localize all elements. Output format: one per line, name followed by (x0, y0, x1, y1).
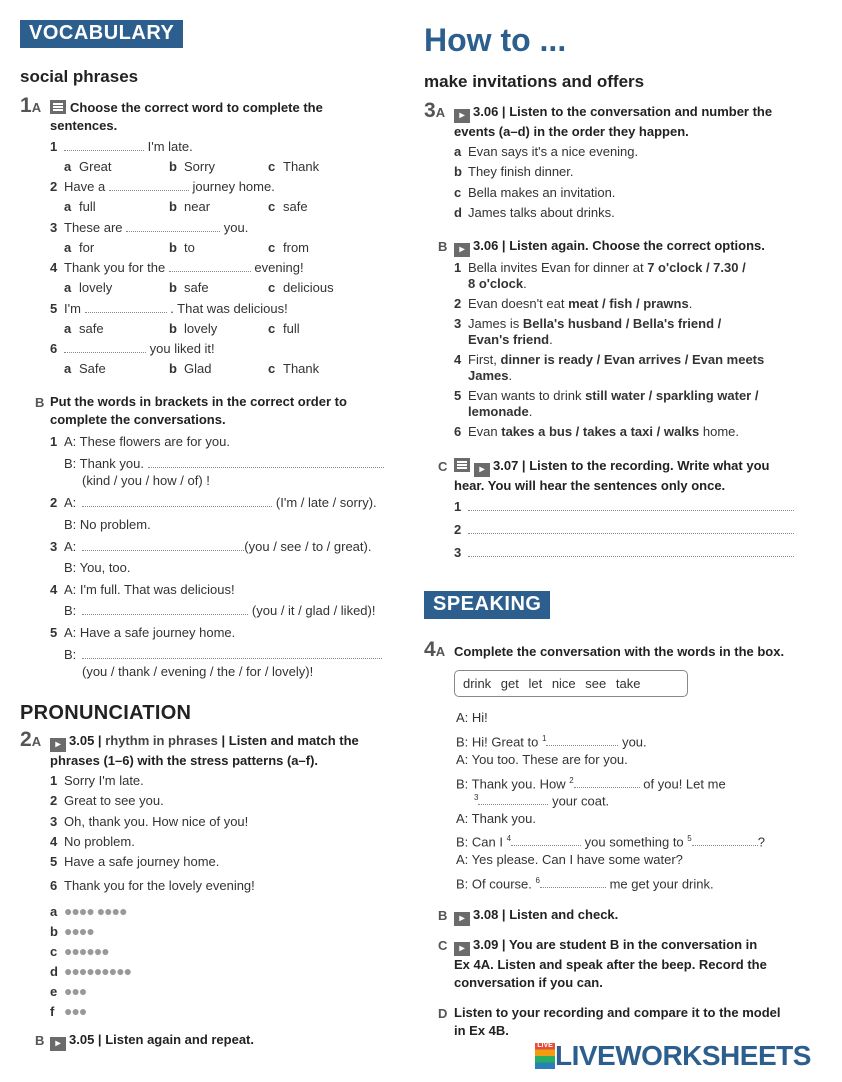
gap-5[interactable] (692, 833, 758, 846)
conv-2-a: 2 A: (I'm / late / sorry). (50, 495, 377, 510)
item-number: 1 (50, 139, 58, 154)
stress-pattern: ●●●●●●●●● (64, 963, 132, 979)
answer-blank[interactable] (169, 259, 251, 272)
word-option[interactable]: c from (268, 239, 309, 255)
option-letter: a (64, 320, 72, 336)
option-letter: b (169, 280, 177, 296)
answer-blank[interactable] (126, 219, 220, 232)
ex1b-letter: B (35, 395, 45, 410)
option-letter: b (169, 199, 177, 215)
sentence-item: 5 I'm . That was delicious! (50, 300, 288, 316)
conv-5-hint: (you / thank / evening / the / for / lovely)! (82, 664, 314, 679)
option-letter: a (64, 199, 72, 215)
ex3b-option-2: 2 Evan doesn't eat meat / fish / prawns. (454, 296, 693, 311)
sentence-item: 2 Have a journey home. (50, 179, 275, 195)
pattern-item: f ●●● (50, 1003, 87, 1019)
pattern-item: b ●●●● (50, 923, 94, 939)
item-number: 4 (50, 260, 58, 276)
write-line[interactable] (468, 544, 794, 557)
invitations-subheader: make invitations and offers (424, 72, 645, 91)
conv-3-a: 3 A: (you / see / to / great). (50, 539, 372, 554)
answer-blank[interactable] (148, 455, 384, 468)
conv-4-b: B: (you / it / glad / liked)! (64, 603, 376, 618)
dialog-line-7: B: Can I $^4$ you something to $^5$ ? (456, 834, 765, 850)
pronunciation-header: PRONUNCIATION (20, 702, 192, 724)
dialog-line-1: A: Hi! (456, 710, 488, 725)
option-letter: a (64, 361, 72, 376)
ex3b-option-5: 5 Evan wants to drink still water / sparkling water / lemonade. (454, 388, 759, 419)
conv-1-a: 1 A: These flowers are for you. (50, 434, 230, 449)
speaker-icon[interactable]: ▸ (474, 463, 490, 477)
ex3c-instruction: ▸ 3.07 | Listen to the recording. Write what you hear. You will hear the sentences only once. (454, 458, 770, 493)
ex4c-letter: C (438, 938, 448, 953)
item-number: 5 (50, 300, 58, 316)
answer-blank[interactable] (64, 138, 144, 151)
dialog-line-8: A: Yes please. Can I have some water? (456, 852, 683, 867)
ex3b-option-3: 3 James is Bella's husband / Bella's friend / Evan's friend. (454, 316, 722, 347)
option-letter: a (64, 159, 72, 174)
sentence-item: 6 you liked it! (50, 341, 215, 356)
gap-2[interactable] (574, 775, 640, 788)
option-letter: b (169, 159, 177, 174)
ex3b-option-6: 6 Evan takes a bus / takes a taxi / walks home. (454, 424, 740, 439)
word-option[interactable]: b Glad (169, 361, 212, 376)
event-item: b They finish dinner. (454, 164, 574, 180)
stress-pattern: ●●● (64, 1003, 87, 1019)
item-number: 2 (50, 179, 58, 195)
logo-badge: LIVE (535, 1043, 555, 1069)
ex4-number: 4A (424, 638, 446, 661)
ex3c-letter: C (438, 459, 448, 474)
option-letter: c (268, 239, 276, 255)
ex2b-instruction: ▸ 3.05 | Listen again and repeat. (50, 1031, 254, 1051)
conv-2-b: B: No problem. (64, 517, 151, 532)
how-to-header: How to ... (424, 22, 567, 58)
ex4c-instruction: ▸ 3.09 | You are student B in the conversation in Ex 4A. Listen and speak after the beep. Record the conversation if you can. (454, 937, 767, 990)
ex3b-option-4: 4 First, dinner is ready / Evan arrives / Evan meets James. (454, 352, 765, 383)
pattern-item: a ●●●● ●●●● (50, 903, 127, 919)
word-option[interactable]: a full (64, 199, 96, 215)
dialog-line-3: A: You too. These are for you. (456, 752, 628, 767)
ex3b-instruction: ▸ 3.06 | Listen again. Choose the correct options. (454, 237, 765, 257)
phrase-item: 6 Thank you for the lovely evening! (50, 878, 255, 893)
event-item: c Bella makes an invitation. (454, 184, 616, 200)
word-option[interactable]: b safe (169, 280, 209, 296)
phrase-item: 5 Have a safe journey home. (50, 854, 220, 869)
word-option[interactable]: c Thank (268, 361, 320, 376)
word-option[interactable]: a Safe (64, 361, 106, 376)
gap-1[interactable] (546, 733, 618, 746)
stress-pattern: ●●●● (64, 923, 94, 939)
option-letter: b (169, 361, 177, 376)
sentence-item: 3 These are you. (50, 219, 249, 235)
ex4d-instruction: Listen to your recording and compare it to the model in Ex 4B. (454, 1005, 781, 1038)
gap-4[interactable] (511, 833, 581, 846)
word-option[interactable]: a lovely (64, 280, 113, 296)
ex3b-option-1: 1 Bella invites Evan for dinner at 7 o'clock / 7.30 / 8 o'clock. (454, 260, 746, 291)
conv-5-b: B: (64, 646, 382, 664)
phrase-item: 4 No problem. (50, 834, 135, 849)
word-option[interactable]: b to (169, 239, 195, 255)
ex4d-letter: D (438, 1006, 448, 1021)
dialog-line-9: B: Of course. $^6$ me get your drink. (456, 876, 714, 892)
word-option[interactable]: b Sorry (169, 159, 216, 174)
speaker-icon[interactable]: ▸ (454, 243, 470, 257)
speaker-icon[interactable]: ▸ (454, 942, 470, 956)
conv-1-hint: (kind / you / how / of) ! (82, 473, 210, 488)
word-option[interactable]: c Thank (268, 159, 320, 174)
answer-blank[interactable] (64, 340, 146, 353)
write-item: 3 (454, 544, 794, 562)
option-letter: c (268, 159, 276, 174)
dialog-line-2: B: Hi! Great to $^1$ you. (456, 734, 647, 750)
write-line[interactable] (468, 521, 794, 534)
dialog-line-6: A: Thank you. (456, 811, 536, 826)
gap-6[interactable] (540, 875, 606, 888)
word-option[interactable]: a for (64, 239, 95, 255)
answer-blank[interactable] (82, 646, 382, 659)
word-option[interactable]: b lovely (169, 320, 218, 336)
option-letter: c (268, 320, 276, 336)
option-letter: c (268, 199, 276, 215)
ex2b-letter: B (35, 1033, 45, 1048)
word-option[interactable]: c full (268, 320, 300, 336)
ex1-number: 1A (20, 94, 42, 117)
option-letter: a (64, 239, 72, 255)
pattern-item: d ●●●●●●●●● (50, 963, 132, 979)
speaker-icon[interactable]: ▸ (50, 1037, 66, 1051)
sentence-item: 1 I'm late. (50, 139, 193, 154)
speaker-icon[interactable]: ▸ (50, 738, 66, 752)
word-option[interactable]: c delicious (268, 280, 334, 296)
speaker-icon[interactable]: ▸ (454, 912, 470, 926)
ex3-number: 3A (424, 99, 446, 122)
worksheet-icon (50, 100, 66, 114)
word-option[interactable]: b near (169, 199, 211, 215)
option-letter: a (64, 280, 72, 296)
dialog-line-4: B: Thank you. How $^2$ of you! Let me (456, 776, 726, 792)
phrase-item: 2 Great to see you. (50, 793, 164, 808)
pattern-item: e ●●● (50, 983, 87, 999)
speaker-icon[interactable]: ▸ (454, 109, 470, 123)
conv-1-b: B: Thank you. (64, 455, 384, 473)
option-letter: c (268, 361, 276, 376)
answer-blank[interactable] (82, 602, 248, 615)
stress-pattern: ●●● (64, 983, 87, 999)
answer-blank[interactable] (82, 538, 244, 551)
event-item: a Evan says it's a nice evening. (454, 144, 639, 159)
speaking-header: SPEAKING (424, 591, 550, 619)
option-letter: b (169, 239, 177, 255)
dialog-line-5: $^3$ your coat. (474, 793, 610, 809)
item-number: 3 (50, 219, 58, 235)
ex1a-instruction: Choose the correct word to complete the sentences. (50, 100, 323, 133)
ex4a-instruction: Complete the conversation with the words in the box. (454, 644, 785, 659)
write-item: 2 (454, 521, 794, 539)
ex4b-letter: B (438, 908, 448, 923)
phrase-item: 3 Oh, thank you. How nice of you! (50, 814, 249, 829)
ex4b-instruction: ▸ 3.08 | Listen and check. (454, 906, 618, 926)
word-box: drink get let nice see take (454, 670, 688, 697)
answer-blank[interactable] (82, 494, 272, 507)
logo-text: LIVEWORKSHEETS (555, 1040, 811, 1071)
event-item: d James talks about drinks. (454, 204, 615, 220)
worksheet-icon (454, 458, 470, 472)
ex3b-letter: B (438, 239, 448, 254)
conv-5-a: 5 A: Have a safe journey home. (50, 625, 236, 640)
word-option[interactable]: a Great (64, 159, 112, 174)
write-item: 1 (454, 498, 794, 516)
conv-4-a: 4 A: I'm full. That was delicious! (50, 582, 235, 597)
liveworksheets-logo[interactable] (535, 1040, 811, 1072)
word-option[interactable]: c safe (268, 199, 308, 215)
gap-3[interactable] (478, 792, 548, 805)
ex2a-instruction: ▸ 3.05 | rhythm in phrases | Listen and match the phrases (1–6) with the stress patterns (a–f). (50, 733, 359, 768)
conv-3-b: B: You, too. (64, 560, 131, 575)
stress-pattern: ●●●● ●●●● (64, 903, 127, 919)
word-option[interactable]: a safe (64, 320, 104, 336)
ex1b-instruction: Put the words in brackets in the correct order to complete the conversations. (50, 394, 347, 427)
ex2-number: 2A (20, 728, 42, 751)
item-number: 6 (50, 341, 58, 356)
sentence-item: 4 Thank you for the evening! (50, 260, 304, 276)
social-phrases-subheader: social phrases (20, 67, 139, 86)
stress-pattern: ●●●●●● (64, 943, 109, 959)
answer-blank[interactable] (109, 178, 189, 191)
answer-blank[interactable] (85, 300, 167, 313)
ex3a-instruction: ▸ 3.06 | Listen to the conversation and number the events (a–d) in the order they happen. (454, 104, 773, 139)
write-line[interactable] (468, 498, 794, 511)
phrase-item: 1 Sorry I'm late. (50, 773, 144, 788)
option-letter: b (169, 320, 177, 336)
vocabulary-header: VOCABULARY (20, 20, 183, 48)
pattern-item: c ●●●●●● (50, 943, 109, 959)
option-letter: c (268, 280, 276, 296)
